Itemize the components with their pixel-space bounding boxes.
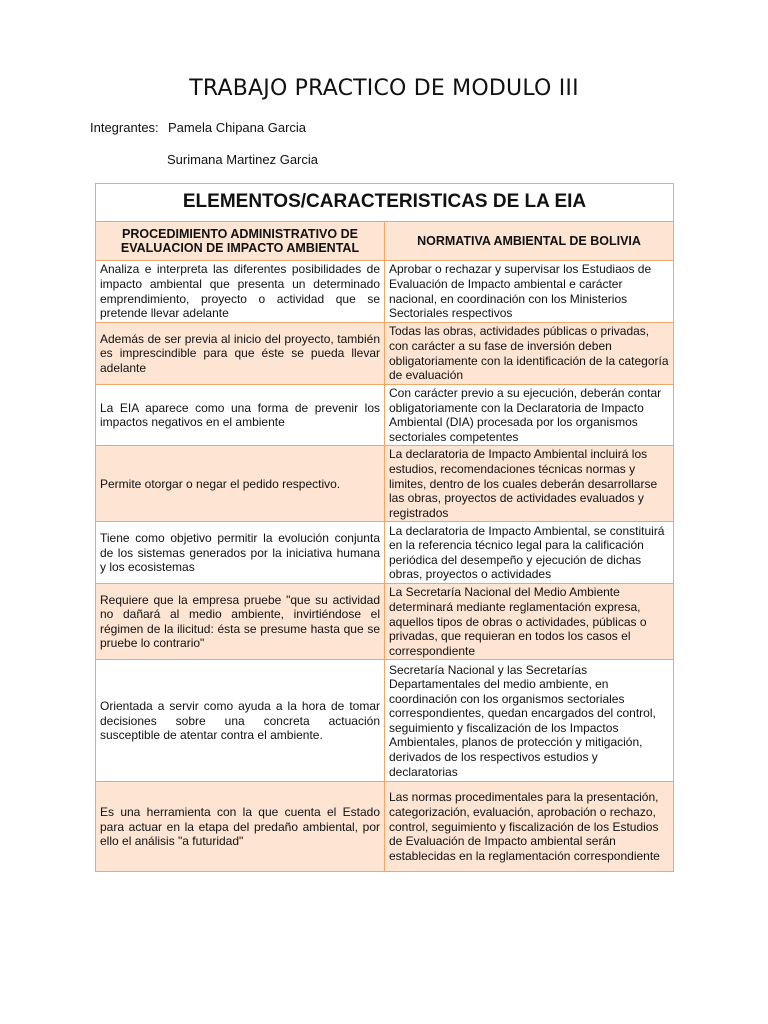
column-header-regulation: NORMATIVA AMBIENTAL DE BOLIVIA xyxy=(385,222,674,261)
eia-table xyxy=(95,183,674,872)
table-title: ELEMENTOS/CARACTERISTICAS DE LA EIA xyxy=(96,184,674,222)
table-row xyxy=(96,385,674,446)
member-name-2: Surimana Martinez Garcia xyxy=(167,152,318,167)
procedure-cell: Además de ser previa al inicio del proyecto, también es imprescindible para que éste se pueda llevar adelante xyxy=(96,323,385,385)
regulation-cell: Aprobar o rechazar y supervisar los Estudiaos de Evaluación de Impacto ambiental e carácter nacional, en coordinación con los Ministerios Sectoriales respectivos xyxy=(385,261,674,323)
table-row xyxy=(96,446,674,522)
regulation-cell: La declaratoria de Impacto Ambiental, se constituirá en la referencia técnico legal para la calificación periódica del desempeño y ejecución de dichas obras, proyectos o actividades xyxy=(385,522,674,584)
procedure-cell: Orientada a servir como ayuda a la hora de tomar decisiones sobre una concreta actuación susceptible de atentar contra el ambiente. xyxy=(96,660,385,782)
table-row xyxy=(96,261,674,323)
table-row xyxy=(96,782,674,872)
procedure-cell: Analiza e interpreta las diferentes posibilidades de impacto ambiental que presenta un determinado emprendimiento, proyecto o actividad que se pretende llevar adelante xyxy=(96,261,385,323)
procedure-cell: Tiene como objetivo permitir la evolución conjunta de los sistemas generados por la iniciativa humana y los ecosistemas xyxy=(96,522,385,584)
regulation-cell: Las normas procedimentales para la presentación, categorización, evaluación, aprobación o rechazo, control, seguimiento y fiscalización de los Estudios de Evaluación de Impacto ambiental serán establecidas en la reglamentación correspondiente xyxy=(385,782,674,872)
table-row xyxy=(96,660,674,782)
table-row xyxy=(96,522,674,584)
member-name-1: Pamela Chipana Garcia xyxy=(168,120,307,135)
table-row xyxy=(96,323,674,385)
members-label: Integrantes: xyxy=(90,120,159,135)
regulation-cell: Con carácter previo a su ejecución, deberán contar obligatoriamente con la Declaratoria de Impacto Ambiental (DIA) procesada por los organismos sectoriales competentes xyxy=(385,385,674,446)
procedure-cell: Es una herramienta con la que cuenta el Estado para actuar en la etapa del predaño ambiental, por ello el análisis "a futuridad" xyxy=(96,782,385,872)
regulation-cell: Secretaría Nacional y las Secretarías Departamentales del medio ambiente, en coordinación con los organismos sectoriales correspondientes, quedan encargados del control, seguimiento y fiscalización de los Impactos Ambientales, planos de protección y mitigación, derivados de los respectivos estudios y declaratorias xyxy=(385,660,674,782)
regulation-cell: Todas las obras, actividades públicas o privadas, con carácter a su fase de inversión deben obligatoriamente con la identificación de la categoría de evaluación xyxy=(385,323,674,385)
regulation-cell: La declaratoria de Impacto Ambiental incluirá los estudios, recomendaciones técnicas normas y limites, dentro de los cuales deberán desarrollarse las obras, proyectos de actividades evaluados y registrados xyxy=(385,446,674,522)
procedure-cell: Permite otorgar o negar el pedido respectivo. xyxy=(96,446,385,522)
procedure-cell: Requiere que la empresa pruebe "que su actividad no dañará al medio ambiente, invirtiéndose el régimen de la ilicitud: ésta se presume hasta que se pruebe lo contrario" xyxy=(96,584,385,660)
table-row xyxy=(96,584,674,660)
procedure-cell: La EIA aparece como una forma de prevenir los impactos negativos en el ambiente xyxy=(96,385,385,446)
document-title: TRABAJO PRACTICO DE MODULO III xyxy=(189,76,579,101)
regulation-cell: La Secretaría Nacional del Medio Ambiente determinará mediante reglamentación expresa, aquellos tipos de obras o actividades, públicas o privadas, que requieran en todos los casos el correspondiente xyxy=(385,584,674,660)
column-header-procedure: PROCEDIMIENTO ADMINISTRATIVO DE EVALUACION DE IMPACTO AMBIENTAL xyxy=(96,222,385,261)
